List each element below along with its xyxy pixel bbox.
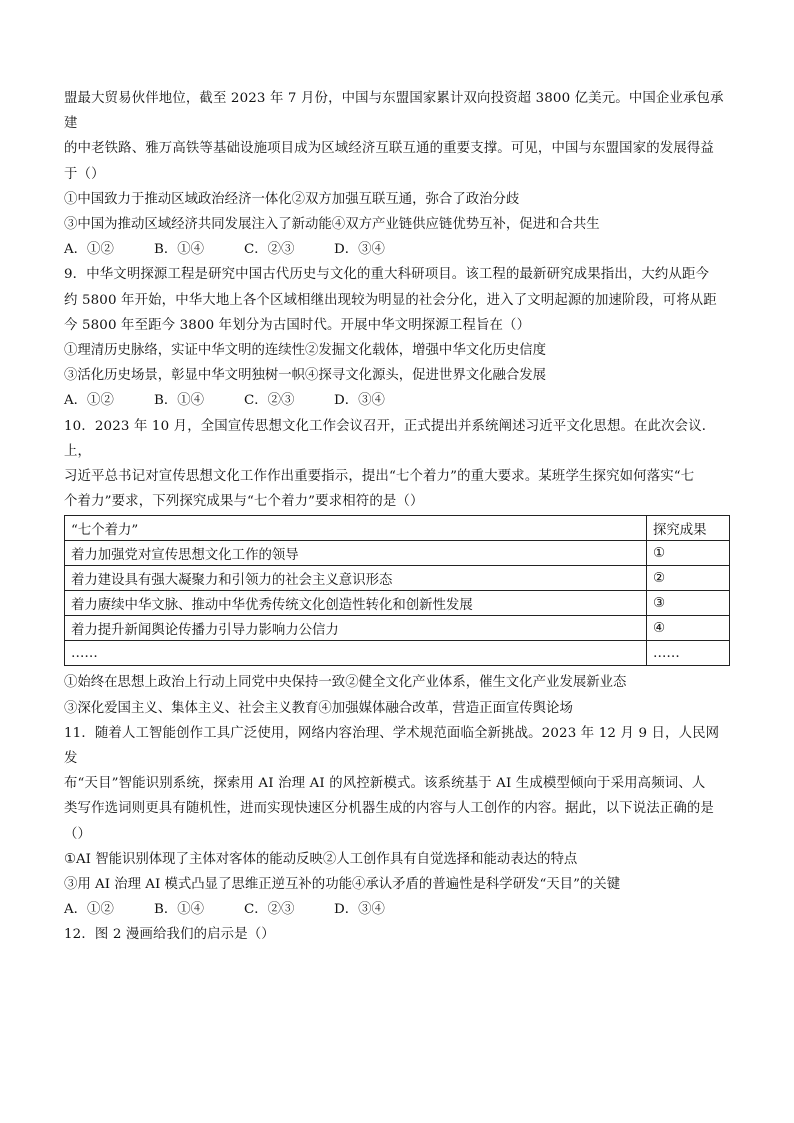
question-11 bbox=[64, 721, 730, 923]
question-9-line: 今 5800 年至距今 3800 年划分为古国时代。开展中华文明探源工程旨在（） bbox=[64, 317, 531, 333]
question-8-line: 盟最大贸易伙伴地位，截至 2023 年 7 月份，中国与东盟国家累计双向投资超 3800 亿美元。中国企业承包承建 bbox=[64, 91, 724, 132]
question-12-line: 12．图 2 漫画给我们的启示是（） bbox=[64, 927, 275, 943]
table-header-cell: “七个着力” bbox=[65, 516, 647, 541]
question-8-option: ①中国致力于推动区域政治经济一体化②双方加强互联互通，弥合了政治分歧 bbox=[64, 191, 520, 207]
table-cell: ③ bbox=[647, 591, 730, 616]
question-10-option: ③深化爱国主义、集体主义、社会主义教育④加强媒体融合改革，营造正面宣传舆论场 bbox=[64, 700, 573, 716]
question-9-option: ③活化历史场景，彰显中华文明独树一帜④探寻文化源头，促进世界文化融合发展 bbox=[64, 368, 547, 384]
question-11-line: 布“天目”智能识别系统，探索用 AI 治理 AI 的风控新模式。该系统基于 AI 生成模型倾向于采用高频词、人 bbox=[64, 776, 706, 792]
question-11-line: 11．随着人工智能创作工具广泛使用，网络内容治理、学术规范面临全新挑战。2023 年 12 月 9 日，人民网发 bbox=[64, 725, 720, 767]
seven-efforts-table bbox=[64, 515, 730, 666]
table-row bbox=[65, 566, 730, 591]
question-10-line: 习近平总书记对宣传思想文化工作作出重要指示，提出“七个着力”的重大要求。某班学生探究如何落实“七 bbox=[64, 469, 695, 485]
question-11-line: 类写作选词则更具有随机性，进而实现快速区分机器生成的内容与人工创作的内容。据此，以下说法正确的是 bbox=[64, 801, 714, 817]
question-12 bbox=[64, 922, 730, 947]
question-10-option: ①始终在思想上政治上行动上同党中央保持一致②健全文化产业体系，催生文化产业发展新业态 bbox=[64, 675, 627, 691]
choice-a: A．①② bbox=[64, 902, 114, 918]
question-8 bbox=[64, 86, 730, 262]
table-cell: 着力建设具有强大凝聚力和引领力的社会主义意识形态 bbox=[65, 566, 647, 591]
choice-b: B．①④ bbox=[154, 393, 205, 409]
question-10-line: 10．2023 年 10 月，全国宣传思想文化工作会议召开，正式提出并系统阐述习近平文化思想。在此次会议．上， bbox=[64, 418, 716, 459]
question-10-line: 个着力”要求，下列探究成果与“七个着力”要求相符的是（） bbox=[64, 494, 424, 510]
table-header-cell: 探究成果 bbox=[647, 516, 730, 541]
question-11-option: ①AI 智能识别体现了主体对客体的能动反映②人工创作具有自觉选择和能动表达的特点 bbox=[64, 851, 578, 867]
question-9-option: ①理清历史脉络，实证中华文明的连续性②发掘文化载体，增强中华文化历史信度 bbox=[64, 343, 547, 359]
table-row bbox=[65, 616, 730, 641]
question-9-line: 9．中华文明探源工程是研究中国古代历史与文化的重大科研项目。该工程的最新研究成果指出，大约从距今 bbox=[64, 267, 710, 283]
table-cell: ② bbox=[647, 566, 730, 591]
choice-c: C．②③ bbox=[244, 393, 295, 409]
table-row bbox=[65, 641, 730, 666]
table-cell: ④ bbox=[647, 616, 730, 641]
question-9-line: 约 5800 年开始，中华大地上各个区域相继出现较为明显的社会分化，进入了文明起源的加速阶段，可将从距 bbox=[64, 292, 717, 308]
question-11-line: （） bbox=[64, 826, 92, 842]
table-row bbox=[65, 591, 730, 616]
table-cell: …… bbox=[647, 641, 730, 666]
choice-b: B．①④ bbox=[154, 242, 205, 258]
question-8-option: ③中国为推动区域经济共同发展注入了新动能④双方产业链供应链优势互补，促进和合共生 bbox=[64, 217, 600, 233]
question-9-choices bbox=[64, 388, 730, 413]
table-row bbox=[65, 541, 730, 566]
question-8-line: 于（） bbox=[64, 166, 105, 182]
table-cell: 着力提升新闻舆论传播力引导力影响力公信力 bbox=[65, 616, 647, 641]
choice-c: C．②③ bbox=[244, 242, 295, 258]
choice-d: D．③④ bbox=[334, 902, 385, 918]
question-9 bbox=[64, 262, 730, 413]
table-cell: 着力赓续中华文脉、推动中华优秀传统文化创造性转化和创新性发展 bbox=[65, 591, 647, 616]
choice-d: D．③④ bbox=[334, 393, 385, 409]
choice-d: D．③④ bbox=[334, 242, 385, 258]
exam-page bbox=[64, 86, 730, 948]
question-8-choices bbox=[64, 237, 730, 262]
question-11-choices bbox=[64, 897, 730, 922]
table-cell: …… bbox=[65, 641, 647, 666]
table-cell: 着力加强党对宣传思想文化工作的领导 bbox=[65, 541, 647, 566]
table-cell: ① bbox=[647, 541, 730, 566]
choice-c: C．②③ bbox=[244, 902, 295, 918]
choice-b: B．①④ bbox=[154, 902, 205, 918]
table-header-row bbox=[65, 516, 730, 541]
question-11-option: ③用 AI 治理 AI 模式凸显了思维正逆互补的功能④承认矛盾的普遍性是科学研发“天目”的关键 bbox=[64, 877, 621, 893]
choice-a: A．①② bbox=[64, 393, 114, 409]
choice-a: A．①② bbox=[64, 242, 114, 258]
question-10 bbox=[64, 414, 730, 721]
question-8-line: 的中老铁路、雅万高铁等基础设施项目成为区域经济互联互通的重要支撑。可见，中国与东盟国家的发展得益 bbox=[64, 141, 714, 157]
